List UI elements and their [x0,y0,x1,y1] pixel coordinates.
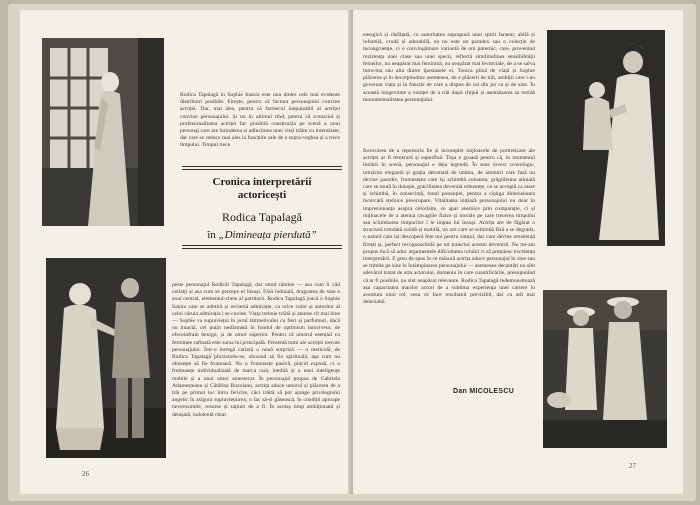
body-column: peste personajul Rodicăi Tapalagă, dar omul rămîne — asa cum îi văd ceilalți și asa cum se percepe el însuși. Fără îndoială, dragostea de sine e axul central, elementul-cheie al partiturii. Rodica Tapalagă joacă o Sophie Ioaniu care se admiră și reclamă admirație, ca orice cuim și autoritar al celui căruia admirația i se cuvine. Viața trebuie trăită și anume cît mai bine — Sophie va supraviețui în jurul latimetivului cu fieri și parfumuri, dacă nu intactă, cel puțin nedărmată în fondul de optimism bonviveur, de efeceinfrain benign, și de umor superior. Pentru că umorul esențial cu fermitate rafinată este sursa lui principală. Prezentă tumi ale actriței trecute personajului. Într-o întregă carieră o nouă surpriză — o meticolă, de Rodica Tapalagă plictisindu-se, obosind să fie spirituală, așa cum nu obosește să fie frumoasă. Nu o frumusețe pasivă, placid expusă, ci o frumusețe individualizată de marca rară, inedită și a unei inteligențe mobile și a unui umor amestecat. În personajul propus de Gabriela Adameșteanu și Cătălina Buzoianu, actrița aduce umorul și plăcerea de a trăi pe primul loc întru fericire, căci trăită să pot ajunge privilegiului angelic în asigura supraviețuirea, o fac să-și găsească, în condiții aproape neverosimile, resurse și rațiuni de a fi. În acelaș timp ambiționată și detașată, indolentă chiar [172,282,340,418]
article-title-line2: actoricești [237,189,287,201]
play-title: „Dimineața pierdută” [218,229,317,241]
right-column-top: energică și răsfățată, cu autoritatea suprapusă unui spirit farseur, abilă și infantilă, crudă și adorabilă, ea nu este un paradox sau o colecție de incongruențe, ci o convingătoare variantă de om puternic, care, provenind rezistența unei clase sau unei specii, reflectă similitudinea sensibilității femeilor, nu neapărat mai feminină, nu neapărat mai leviticiale, de a se salva întru-ma sau alta dintre ipostazele ei. Tonica plină de viață și Sophie plăcerea și în decrepitudine asemenea, de a plăcerii de trăi, ambiții care i-au guvernat viața și în funcție de care a dispus de cei din jur ca și de sine. În această longevitate a voinței de a trăi după chipul și asemănarea sa rezidă monumentalitatea personajului. [363,32,535,103]
left-page [20,10,350,494]
page-number-right: 27 [629,462,636,470]
photo-actress-window [42,38,164,226]
intro-paragraph: Rodica Tapalagă în Sophie Ioaniu este una dintre cele mai evidente distribuiri posibile. Firește, pentru că factura personajului convine actriței. Dar, mai ales, pentru că farmecul inepuizabil al actriței convine personajului. Și nu în ultimul rînd, pentru că scenariul și profesionalitatea actriței fac posibilă construcția pe scenă a unui personaj care are întinderea și adîncimea unei vieți trăite cu intensitate, dar care se reduce mai ales la funcțiile sale de a supra-veghea și a trece timpului. Timpul trece [180,92,340,149]
heading-rule-top [182,166,342,170]
actress-name: Rodica Tapalagă [222,210,302,224]
magazine-spread [8,4,696,501]
photo-stage-couple [46,258,166,458]
photo-mother-child [547,30,665,246]
right-column-bottom: Încercarea de a repertoria fie și incomplet mijloacele de portretizare ale actriței ar fi temerară și superfluă. Tușa e groasă pentru că, în momentul întrării în scenă, personajul e deja legendă. În sens invers cronologic, urmărim elegantă și grația detomată de umbra, de amintiri care fasă nu devine parodie, frumusețea care își schimbă culoarea, grăgiileuna alintată care se mută în duioșie, gracilitatea devenită robustețe, ce se acceptă ca atare și schimbă, în consecință, tonul ponauției, pentru a cîștiga dimensiunea încercată stelnice preocupare. Vitalitatea inițiază personajului nu doar în impresionanța asupra celorlalte, ce apar anemice prin comparație, ci și mijloacele de a atenua ravagiile fizice și morale pe care trecerea timpului sau schimbarea timpurilor i le impun lui însuși. Actrița are de făgărat o structură totodată solidă și mobilă, un om care se schimbă fără a se degrada, o natură care își descoperă fețe noi pentru simțul, dar care devine rezistență firești și, perfect recognoscibilă pe tot traiectul acestei devenirii. Nu mi-am propus încă să aduc argumentele dificultatea rolului ci să prețuiesc excelența interpretării. E greu de spus în ce măsură actrița aduce personajul în sine sau se trimite pe sine în întâmpinarea personajului — asemenea decantări nu sînt adevărul tratat de arta actorului, domeniu în care cuantificările, presupunînd că ar fi posibile, nu sînt neapărat relevante. Rodica Tapalagă redemonstrează așa capacitatea marilor actori de a sublima experiența unei cariere în aventura unui rol, ceea ce face rezultatul previzibil, dar cu atît mai delectabil. [363,148,535,306]
article-heading [178,166,346,264]
photo-scene-hats [543,290,667,448]
play-prefix: în [207,229,216,241]
heading-rule-bottom [182,245,342,249]
article-title-line1: Cronica interpretării [212,176,312,188]
play-line [178,229,346,241]
author-signature: Dan MICOLESCU [453,388,515,395]
page-number-left: 26 [82,470,89,478]
right-page [353,10,683,494]
